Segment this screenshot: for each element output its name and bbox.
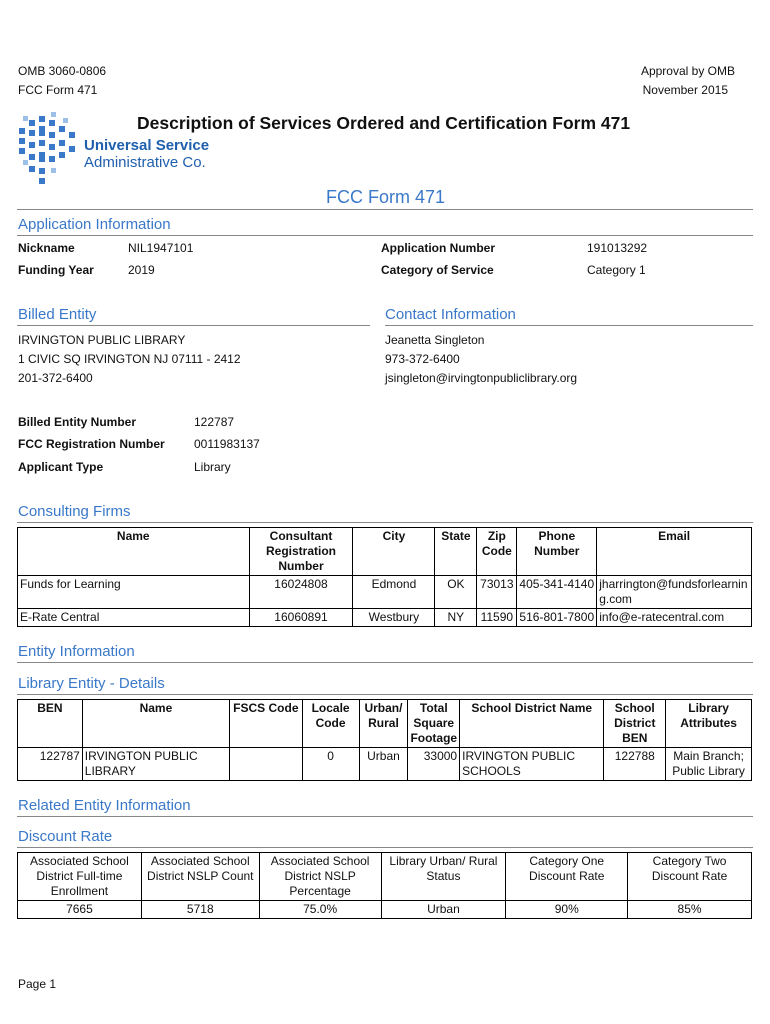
table-row [18,748,752,781]
table-cell: 7665 [18,901,142,919]
billed-entity-address: 1 CIVIC SQ IRVINGTON NJ 07111 - 2412 [18,352,241,366]
billed-entity-title: Billed Entity [18,306,97,323]
divider [17,662,753,663]
usac-logo-icon [17,112,87,186]
table-cell: 11590 [477,609,517,627]
contact-name: Jeanetta Singleton [385,333,485,347]
table-cell: 75.0% [259,901,381,919]
col-header: Phone Number [517,528,597,576]
contact-phone: 973-372-6400 [385,352,460,366]
col-header: Locale Code [302,700,359,748]
table-cell: 16060891 [249,609,353,627]
divider [17,522,753,523]
entity-table [17,699,752,781]
col-header: FSCS Code [230,700,303,748]
form-title: FCC Form 471 [326,187,446,207]
table-cell: Edmond [353,576,435,609]
table-cell: 85% [628,901,752,919]
col-header: Email [597,528,752,576]
col-header: Library Attributes [666,700,752,748]
col-header: Total Square Footage [408,700,460,748]
table-header-row [18,700,752,748]
table-row [18,609,752,627]
divider [17,694,753,695]
table-cell: Westbury [353,609,435,627]
col-header: Zip Code [477,528,517,576]
category-label: Category of Service [381,263,494,277]
nickname-value: NIL1947101 [128,241,194,255]
table-cell: NY [435,609,477,627]
applicant-type-label: Applicant Type [18,460,104,474]
consulting-title: Consulting Firms [18,503,131,520]
table-cell [230,748,303,781]
col-header: Associated School District Full-time Enrollment [18,853,142,901]
divider [17,235,753,236]
table-cell: 516-801-7800 [517,609,597,627]
col-header: Name [82,700,229,748]
table-cell: jharrington@fundsforlearning.com [597,576,752,609]
contact-info [385,331,577,388]
logo-line2: Administrative Co. [84,154,206,171]
page-title: Description of Services Ordered and Certification Form 471 [137,113,631,133]
consulting-table [17,527,752,627]
col-header: School District Name [460,700,604,748]
ben-value: 122787 [194,415,235,429]
col-header: School District BEN [604,700,666,748]
fcc-reg-label: FCC Registration Number [18,437,165,451]
table-cell: E-Rate Central [18,609,250,627]
table-cell: Urban [359,748,408,781]
nickname-label: Nickname [18,241,75,255]
col-header: Urban/ Rural [359,700,408,748]
page-number: Page 1 [18,977,57,991]
form-number: FCC Form 471 [18,83,98,97]
applicant-type-value: Library [194,460,231,474]
table-cell: 73013 [477,576,517,609]
fcc-reg-value: 0011983137 [194,437,260,451]
discount-table [17,852,752,919]
funding-year-value: 2019 [128,263,155,277]
table-cell: 122788 [604,748,666,781]
divider [385,325,753,326]
table-cell: Funds for Learning [18,576,250,609]
approval-text: Approval by OMB [640,64,735,78]
col-header: Associated School District NSLP Count [141,853,259,901]
table-cell: 122787 [18,748,83,781]
contact-email: jsingleton@irvingtonpubliclibrary.org [385,371,578,385]
col-header: Consultant Registration Number [249,528,353,576]
table-cell: 90% [506,901,628,919]
logo-line1: Universal Service [84,137,210,154]
divider [17,325,370,326]
discount-title: Discount Rate [18,828,113,845]
table-cell: Main Branch; Public Library [666,748,752,781]
table-cell: info@e-ratecentral.com [597,609,752,627]
col-header: City [353,528,435,576]
ben-label: Billed Entity Number [18,415,137,429]
billed-entity-name: IRVINGTON PUBLIC LIBRARY [18,333,186,347]
table-cell: 16024808 [249,576,353,609]
application-section-title: Application Information [18,216,171,233]
table-cell: OK [435,576,477,609]
billed-entity-info [18,331,241,388]
table-cell: IRVINGTON PUBLIC LIBRARY [82,748,229,781]
library-details-title: Library Entity - Details [18,675,165,692]
table-cell: 5718 [141,901,259,919]
col-header: Associated School District NSLP Percentage [259,853,381,901]
table-cell: Urban [381,901,506,919]
col-header: BEN [18,700,83,748]
divider [17,209,753,210]
table-header-row [18,528,752,576]
col-header: Name [18,528,250,576]
col-header: State [435,528,477,576]
col-header: Library Urban/ Rural Status [381,853,506,901]
entity-title: Entity Information [18,643,135,660]
divider [17,816,753,817]
billed-entity-phone: 201-372-6400 [18,371,93,385]
app-number-value: 191013292 [587,241,648,255]
table-row [18,576,752,609]
col-header: Category Two Discount Rate [628,853,752,901]
contact-title: Contact Information [385,306,516,323]
table-cell: 0 [302,748,359,781]
table-cell: 33000 [408,748,460,781]
funding-year-label: Funding Year [18,263,94,277]
col-header: Category One Discount Rate [506,853,628,901]
divider [17,847,753,848]
table-row [18,901,752,919]
related-entity-title: Related Entity Information [18,797,191,814]
app-number-label: Application Number [381,241,496,255]
table-cell: 405-341-4140 [517,576,597,609]
approval-date: November 2015 [642,83,728,97]
table-cell: IRVINGTON PUBLIC SCHOOLS [460,748,604,781]
omb-number: OMB 3060-0806 [18,64,107,78]
category-value: Category 1 [587,263,646,277]
table-header-row [18,853,752,901]
